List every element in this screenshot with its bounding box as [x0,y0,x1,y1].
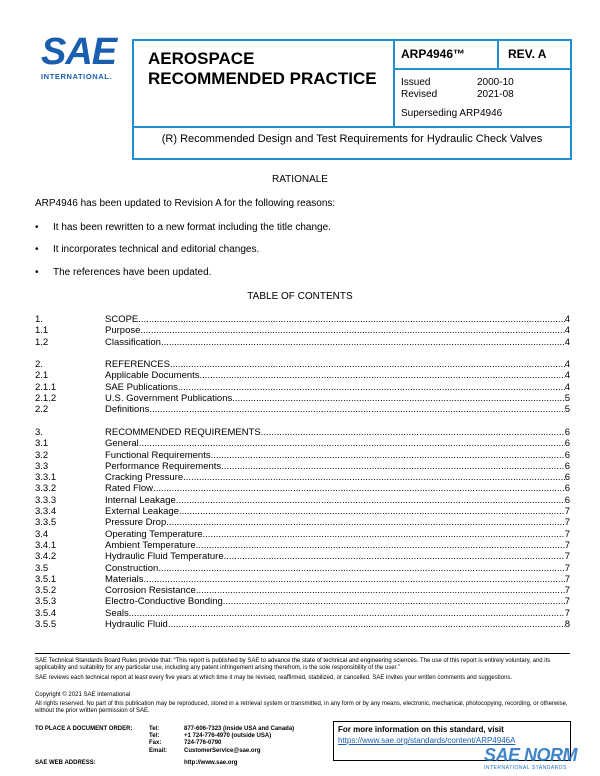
watermark-logo: SAE NORM [484,745,578,765]
toc-entry-title: Seals [105,607,129,619]
toc-leader-dots [261,427,565,438]
toc-entry[interactable] [35,472,570,483]
toc-leader-dots [221,461,565,472]
rationale-bullet-text: The references have been updated. [53,267,212,278]
footer-divider [35,653,570,654]
toc-entry-page: 8 [564,619,570,631]
toc-entry-title: Corrosion Resistance [105,585,196,597]
toc-entry[interactable] [35,483,570,494]
rationale-intro: ARP4946 has been updated to Revision A for the following reasons: [35,198,336,209]
toc-entry-page: 4 [564,381,570,393]
toc-entry-number: 2.1.2 [35,393,57,405]
header-divider [393,39,395,127]
toc-entry-title: Ambient Temperature [105,539,196,551]
toc-spacer [35,416,570,427]
toc-entry-title: Purpose [105,325,141,337]
toc-entry[interactable] [35,337,570,348]
toc-entry-title: Hydraulic Fluid [105,619,168,631]
toc-leader-dots [168,619,565,630]
toc-entry-number: 3.3.2 [35,483,57,495]
toc-entry[interactable] [35,495,570,506]
toc-entry-page: 6 [564,460,570,472]
toc-entry-number: 3.5.1 [35,573,57,585]
toc-spacer [35,348,570,359]
toc-entry-page: 4 [564,314,570,325]
rationale-bullet [35,222,331,233]
toc-entry[interactable] [35,619,570,630]
document-number: ARP4946™ [401,47,466,61]
toc-entry-page: 4 [564,359,570,371]
footer-copyright: Copyright © 2021 SAE International [35,692,131,698]
toc-entry[interactable] [35,574,570,585]
toc-entry-number: 1.1 [35,325,49,337]
rationale-heading: RATIONALE [272,174,328,185]
bullet-icon: • [35,244,39,255]
toc-entry-title: Cracking Pressure [105,472,184,484]
toc-entry-number: 3.5.2 [35,585,57,597]
web-address [35,760,237,766]
toc-entry-number: 1.2 [35,336,49,348]
sae-logo: SAE [41,31,117,73]
toc-entry-number: 3.5 [35,562,49,574]
toc-entry[interactable] [35,359,570,370]
toc-entry-page: 4 [564,370,570,382]
toc-entry-title: General [105,438,139,450]
toc-entry[interactable] [35,506,570,517]
standard-link[interactable]: https://www.sae.org/standards/content/ARP4946A [338,736,516,745]
toc-entry-page: 7 [564,562,570,574]
toc-entry-title: Hydraulic Fluid Temperature [105,551,224,563]
toc-entry-page: 7 [564,573,570,585]
issued-date: 2000-10 [477,77,514,88]
order-label: TO PLACE A DOCUMENT ORDER: [35,726,133,732]
toc-entry[interactable] [35,382,570,393]
toc-entry-number: 3.5.5 [35,619,57,631]
toc-leader-dots [144,574,565,585]
toc-entry[interactable] [35,393,570,404]
watermark-subtext: INTERNATIONAL STANDARDS [484,765,567,771]
toc-entry-title: RECOMMENDED REQUIREMENTS [105,426,261,438]
tel-outside: +1 724-776-4970 (outside USA) [184,733,272,740]
toc-leader-dots [138,314,564,325]
email-address[interactable]: CustomerService@sae.org [184,747,261,754]
web-url[interactable]: http://www.sae.org [184,760,238,766]
toc-entry-number: 3.3.1 [35,472,57,484]
bullet-icon: • [35,267,39,278]
toc-entry-number: 3.1 [35,438,49,450]
toc-entry-page: 5 [564,393,570,405]
toc-leader-dots [178,382,565,393]
toc-leader-dots [170,359,565,370]
toc-entry-title: U.S. Government Publications [105,393,233,405]
toc-entry-title: External Leakage [105,506,179,518]
toc-entry-number: 3.3.4 [35,506,57,518]
document-type-line2: RECOMMENDED PRACTICE [148,69,377,88]
document-type [148,49,377,89]
toc-entry[interactable] [35,370,570,381]
toc-entry-page: 7 [564,596,570,608]
toc-leader-dots [224,551,565,562]
toc-leader-dots [211,450,565,461]
toc-leader-dots [232,393,564,404]
toc-entry-title: Construction [105,562,159,574]
toc-entry-page: 7 [564,551,570,563]
fax-label: Fax: [149,740,162,747]
toc-entry-title: Materials [105,573,144,585]
toc-entry-number: 3.4.2 [35,551,57,563]
header-divider [132,126,572,128]
bullet-icon: • [35,222,39,233]
toc-leader-dots [196,540,565,551]
footer-review: SAE reviews each technical report at least every five years at which time it may be revised, reaffirmed, stabilized, or cancelled. SAE invites your written comments and suggestions. [35,675,513,681]
toc-entry[interactable] [35,427,570,438]
toc-entry-title: Internal Leakage [105,494,176,506]
tel-label: Tel: [149,733,160,740]
toc-entry-page: 7 [564,607,570,619]
toc-leader-dots [203,529,565,540]
toc-entry-number: 3.5.3 [35,596,57,608]
toc-leader-dots [161,337,565,348]
toc-entry-title: Electro-Conductive Bonding [105,596,223,608]
toc-entry-number: 3.3.3 [35,494,57,506]
rationale-bullet [35,244,259,255]
toc-leader-dots [153,483,565,494]
toc-entry-page: 6 [564,472,570,484]
toc-entry[interactable] [35,314,570,325]
toc-leader-dots [140,325,564,336]
toc-leader-dots [149,404,564,415]
toc-entry-title: Definitions [105,404,150,416]
footer-rules: SAE Technical Standards Board Rules provide that: “This report is published by SAE to advance the state of technical and engineering sciences. The use of this report is entirely voluntary, and its applicability and suitability for any particular use, including any patent infringement arising therefrom, is the sole responsibility of the user.” [35,658,551,672]
toc-entry[interactable] [35,529,570,540]
toc-entry[interactable] [35,450,570,461]
toc-entry-page: 7 [564,539,570,551]
toc-entry-page: 4 [564,336,570,348]
toc-entry-page: 6 [564,483,570,495]
rationale-bullet-text: It incorporates technical and editorial changes. [53,244,260,255]
toc-entry-number: 3.3 [35,460,49,472]
info-heading: For more information on this standard, visit [338,725,504,734]
toc-entry[interactable] [35,551,570,562]
tel-inside: 877-606-7323 (inside USA and Canada) [184,726,295,732]
toc-entry-title: SCOPE [105,314,139,325]
document-title: (R) Recommended Design and Test Requirements for Hydraulic Check Valves [161,133,543,145]
toc-entry-page: 5 [564,404,570,416]
toc-entry-page: 6 [564,426,570,438]
toc-entry-title: Applicable Documents [105,370,200,382]
toc-entry-title: SAE Publications [105,381,178,393]
table-of-contents [35,314,570,630]
toc-entry-title: REFERENCES [105,359,170,371]
toc-entry[interactable] [35,325,570,336]
toc-entry[interactable] [35,585,570,596]
toc-leader-dots [139,438,565,449]
toc-entry-title: Pressure Drop [105,517,167,529]
revision-label: REV. A [508,47,547,61]
toc-leader-dots [166,517,564,528]
toc-entry-title: Performance Requirements [105,460,222,472]
footer-rights: All rights reserved. No part of this publication may be reproduced, stored in a retrieval system or transmitted, in any form or by any means, electronic, mechanical, photocopying, recording, or otherwise, without the prior written permission of SAE. [35,701,568,715]
toc-entry-number: 1. [35,314,43,325]
toc-leader-dots [196,585,565,596]
toc-entry-page: 7 [564,506,570,518]
rationale-bullet-text: It has been rewritten to a new format including the title change. [53,222,331,233]
toc-entry[interactable] [35,461,570,472]
toc-entry[interactable] [35,596,570,607]
toc-entry-page: 6 [564,449,570,461]
toc-entry[interactable] [35,438,570,449]
toc-entry-page: 7 [564,517,570,529]
toc-entry-title: Functional Requirements [105,449,211,461]
toc-entry[interactable] [35,517,570,528]
toc-entry[interactable] [35,608,570,619]
header-divider [393,68,572,70]
toc-entry[interactable] [35,540,570,551]
toc-entry-number: 2.1.1 [35,381,57,393]
document-dates [401,77,514,101]
issued-label: Issued [401,77,431,88]
document-type-line1: AEROSPACE [148,49,255,68]
toc-entry-title: Rated Flow [105,483,154,495]
order-contact [35,726,294,755]
toc-entry-number: 2. [35,359,43,371]
tel-label: Tel: [149,726,160,732]
toc-entry-number: 3.3.5 [35,517,57,529]
toc-entry-number: 3.5.4 [35,607,57,619]
toc-entry-title: Classification [105,336,161,348]
header-divider [497,39,499,69]
toc-entry-page: 7 [564,528,570,540]
revised-label: Revised [401,89,438,100]
toc-leader-dots [200,370,565,381]
toc-entry-page: 6 [564,438,570,450]
toc-entry-number: 3.4 [35,528,49,540]
rationale-bullet [35,267,211,278]
toc-leader-dots [129,608,565,619]
toc-entry-page: 4 [564,325,570,337]
toc-entry-number: 3.4.1 [35,539,57,551]
fax-number: 724-776-0790 [184,740,222,747]
toc-entry-number: 3.2 [35,449,49,461]
toc-leader-dots [223,596,565,607]
toc-leader-dots [176,495,565,506]
toc-entry-page: 6 [564,494,570,506]
superseding-note: Superseding ARP4946 [401,108,503,119]
toc-entry-page: 7 [564,585,570,597]
toc-heading: TABLE OF CONTENTS [247,291,353,302]
toc-entry-title: Operating Temperature [105,528,203,540]
toc-leader-dots [158,563,564,574]
sae-logo-subtext: INTERNATIONAL. [41,72,113,81]
toc-entry-number: 2.1 [35,370,49,382]
toc-entry[interactable] [35,404,570,415]
toc-entry[interactable] [35,563,570,574]
toc-entry-number: 3. [35,426,43,438]
toc-leader-dots [183,472,565,483]
toc-entry-number: 2.2 [35,404,49,416]
revised-date: 2021-08 [477,89,514,100]
email-label: Email: [149,747,168,754]
web-label: SAE WEB ADDRESS: [35,760,96,766]
toc-leader-dots [179,506,565,517]
